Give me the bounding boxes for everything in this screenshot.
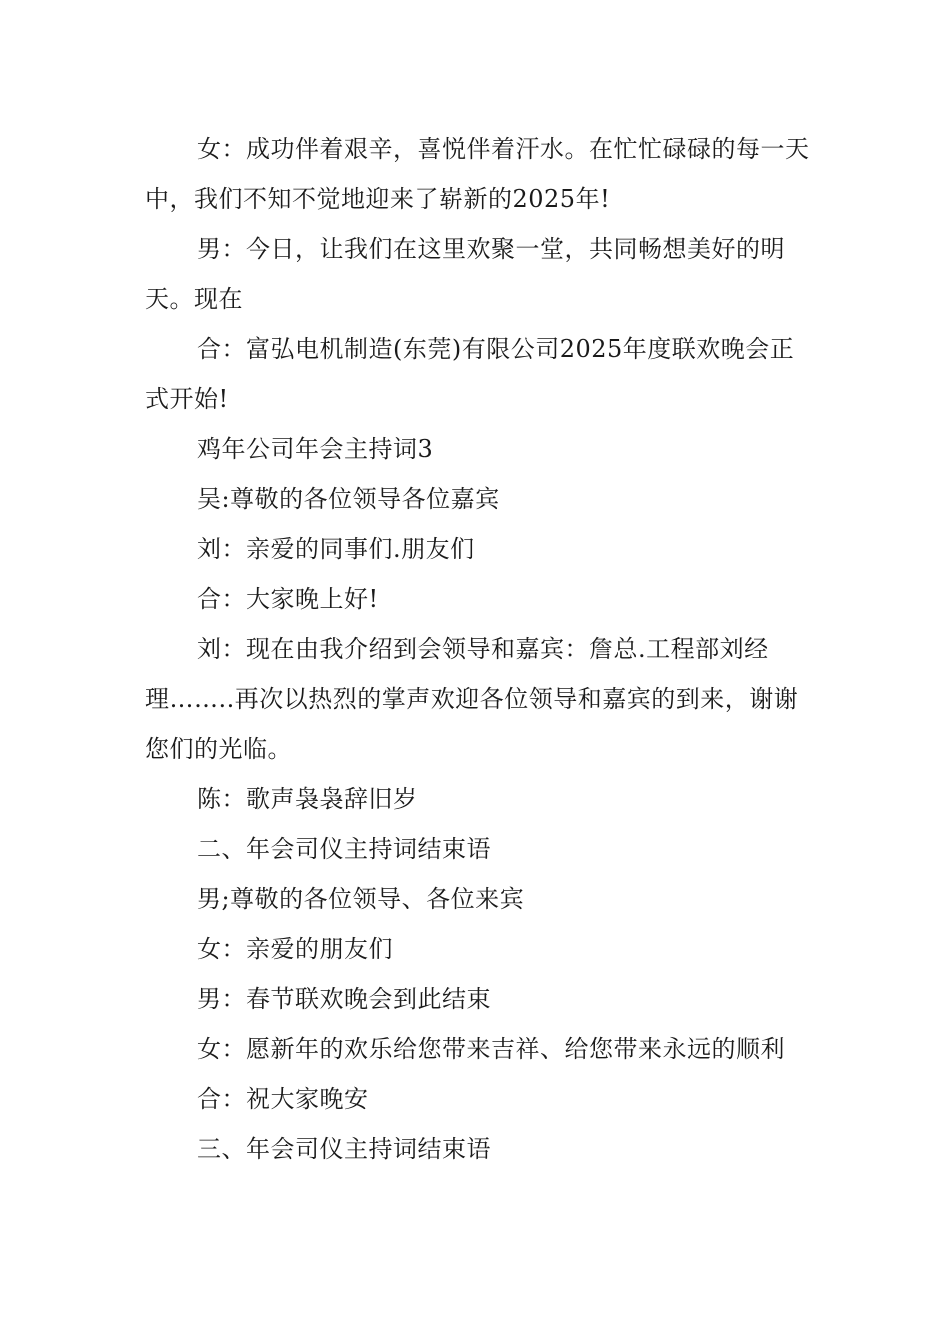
section-heading-closing-3: 三、年会司仪主持词结束语 — [197, 1135, 491, 1163]
paragraph-liu-introduction: 刘：现在由我介绍到会领导和嘉宾：詹总.工程部刘经理……..再次以热烈的掌声欢迎各位领导和嘉宾的到来，谢谢您们的光临。 — [145, 635, 799, 763]
paragraph-together-start: 合：富弘电机制造(东莞)有限公司2025年度联欢晚会正式开始! — [145, 335, 795, 413]
paragraph-together-good-evening: 合：大家晚上好! — [197, 585, 379, 613]
paragraph-male-respect: 男;尊敬的各位领导、各位来宾 — [197, 885, 525, 913]
paragraph-male-today: 男：今日，让我们在这里欢聚一堂，共同畅想美好的明天。现在 — [145, 235, 785, 313]
body-text — [145, 124, 810, 1174]
section-heading-host-script-3: 鸡年公司年会主持词3 — [197, 435, 434, 463]
section-heading-closing-2: 二、年会司仪主持词结束语 — [197, 835, 491, 863]
paragraph-female-friends: 女：亲爱的朋友们 — [197, 935, 393, 963]
paragraph-male-ending: 男：春节联欢晚会到此结束 — [197, 985, 491, 1013]
paragraph-female-opening: 女：成功伴着艰辛，喜悦伴着汗水。在忙忙碌碌的每一天中，我们不知不觉地迎来了崭新的2025年! — [145, 135, 810, 213]
paragraph-liu-greeting: 刘：亲爱的同事们.朋友们 — [197, 535, 475, 563]
paragraph-female-wishes: 女：愿新年的欢乐给您带来吉祥、给您带来永远的顺利 — [197, 1035, 785, 1063]
paragraph-wu-greeting: 吴:尊敬的各位领导各位嘉宾 — [197, 485, 500, 513]
paragraph-together-goodnight: 合：祝大家晚安 — [197, 1085, 369, 1113]
paragraph-chen-song: 陈：歌声袅袅辞旧岁 — [197, 785, 418, 813]
